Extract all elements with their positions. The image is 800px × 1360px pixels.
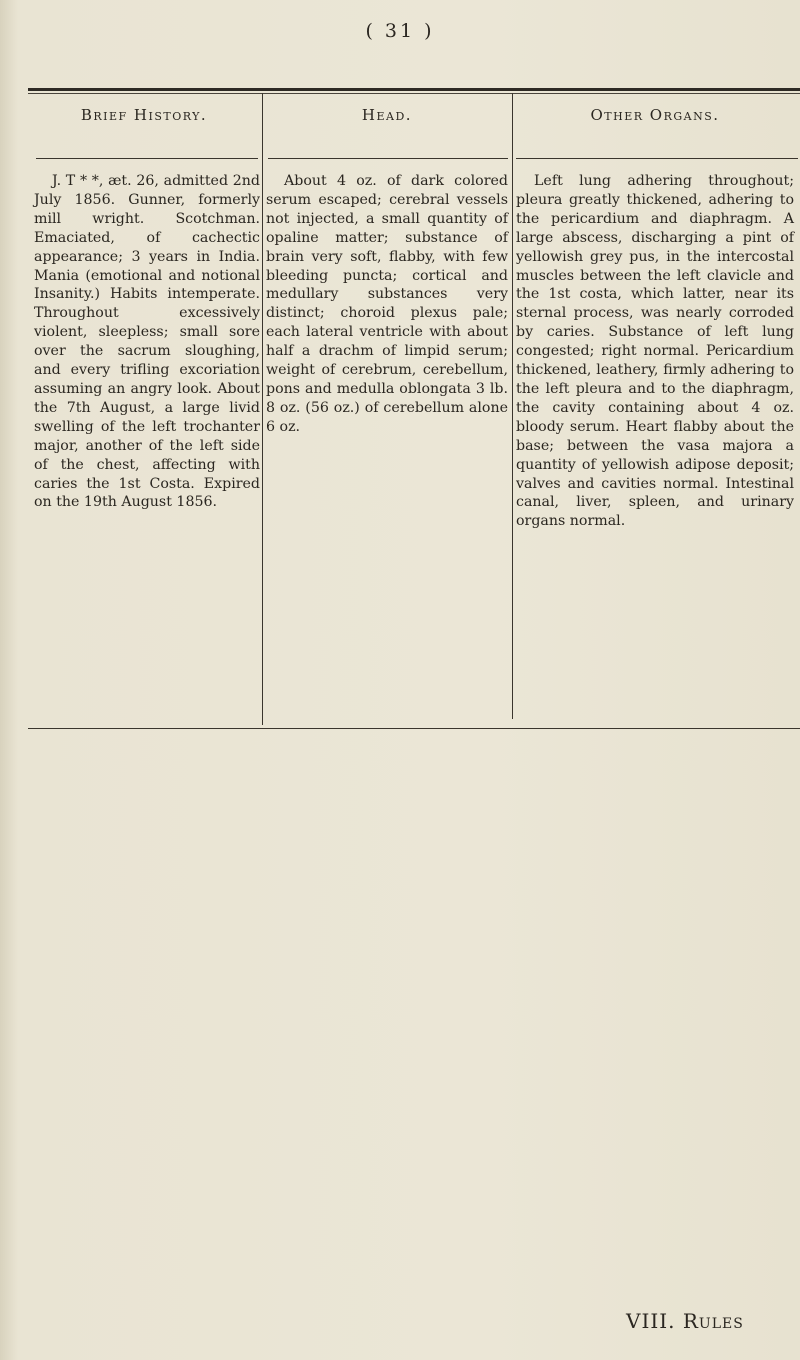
top-rule-thin <box>28 93 800 94</box>
head-text: About 4 oz. of dark colored serum escaped; cerebral vessels not injected, a small quantity of opaline matter; substance of brain very soft, flabby, with few bleeding puncta; cortical and medullary substances very distinct; choroid plexus pale; each lateral ventricle with about half a drachm of limpid serum; weight of cerebrum, cerebellum, pons and medulla oblongata 3 lb. 8 oz. (56 oz.) of cerebellum alone 6 oz. <box>266 173 508 435</box>
other-organs-column <box>516 172 794 531</box>
header-rule-2 <box>268 158 508 159</box>
page-number: ( 31 ) <box>365 20 435 42</box>
header-other-organs: Other Organs. <box>590 106 720 124</box>
header-rule-3 <box>516 158 798 159</box>
other-organs-text: Left lung adhering throughout; pleura greatly thickened, adhering to the pericardium and diaphragm. A large abscess, discharging a pint of yellowish grey pus, in the intercostal muscles between the left clavicle and the 1st costa, which latter, near its sternal process, was nearly corroded by caries. Substance of left lung congested; right normal. Pericardium thickened, leathery, firmly adhering to the left pleura and to the diaphragm, the cavity containing about 4 oz. bloody serum. Heart flabby about the base; between the vasa majora a quantity of yellowish adipose deposit; valves and cavities normal. Intestinal canal, liver, spleen, and urinary organs normal. <box>516 173 794 530</box>
column-divider-2 <box>512 93 513 719</box>
catchword-word: Rules <box>682 1309 744 1333</box>
brief-history-column <box>34 172 260 512</box>
catchword <box>626 1309 744 1333</box>
header-head: Head. <box>361 106 413 124</box>
column-divider-1 <box>262 93 263 725</box>
head-column <box>266 172 508 437</box>
brief-history-text: J. T * *, æt. 26, admitted 2nd July 1856. Gunner, formerly mill wright. Scotchman. Emaciated, of cachectic appearance; 3 years in India. Mania (emotional and notional Insanity.) Habits intemperate. Throughout excessively violent, sleepless; small sore over the sacrum sloughing, and every trifling excoriation assuming an angry look. About the 7th August, a large livid swelling of the left trochanter major, another of the left side of the chest, affecting with caries the 1st Costa. Expired on the 19th August 1856. <box>34 173 260 511</box>
catchword-numeral: VIII. <box>626 1309 676 1333</box>
top-rule <box>28 88 800 91</box>
header-rule-1 <box>36 158 258 159</box>
header-brief-history: Brief History. <box>80 106 208 124</box>
bottom-rule <box>28 728 800 729</box>
